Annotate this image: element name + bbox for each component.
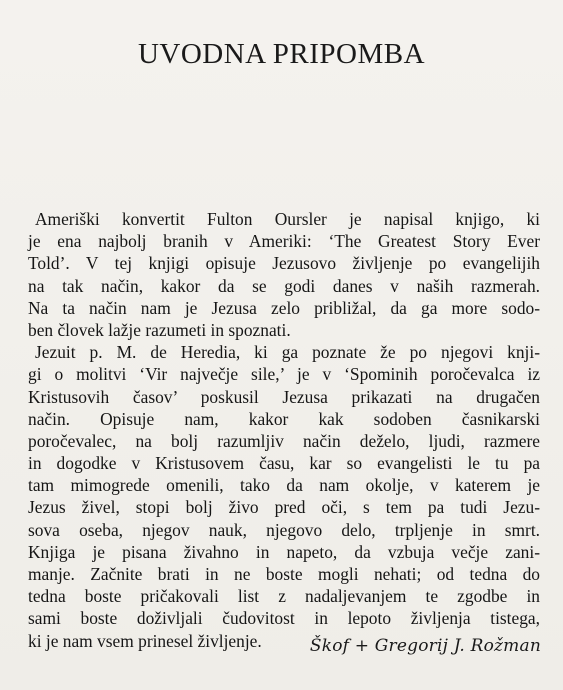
paragraph-1	[28, 208, 540, 341]
paragraph-line: Ameriški konvertit Fulton Oursler je napisal knjigo, ki	[35, 209, 540, 229]
paragraph-line: Jezuit p. M. de Heredia, ki ga poznate že po njegovi knji-	[35, 342, 540, 363]
paragraph-line: ben človek lažje razumeti in spoznati.	[28, 319, 291, 340]
paragraph-line: manje. Začnite brati in ne boste mogli nehati; od tedna do	[28, 564, 540, 584]
paragraph-line: poročevalec, na bolj razumljiv način deželo, ljudi, razmere	[28, 430, 540, 451]
paragraph-line: in dogodke v Kristusovem času, kar so evangelisti le tu pa	[28, 453, 540, 474]
paragraph-line: Knjiga je pisana živahno in napeto, da vzbuja večje zani-	[28, 541, 540, 562]
paragraph-line: Na ta način nam je Jezusa zelo približal, da ga more sodo-	[28, 297, 540, 318]
paragraph-line: je ena najbolj branih v Ameriki: ‘The Greatest Story Ever	[28, 231, 540, 252]
paragraph-line: sova oseba, njegov nauk, njegovo delo, trpljenje in smrt.	[28, 519, 540, 540]
paragraph-line: način. Opisuje nam, kakor kak sodoben časnikarski	[28, 408, 540, 429]
paragraph-2	[28, 341, 540, 652]
paragraph-line: tam mimogrede omenili, tako da nam okolje, v katerem je	[28, 475, 540, 496]
paragraph-line: gi o molitvi ‘Vir največje sile,’ je v ‘Spominih poročevalca iz	[28, 364, 540, 385]
paragraph-line: Jezus živel, stopi bolj živo pred oči, s tem pa tudi Jezu-	[28, 497, 540, 518]
paragraph-line: Told’. V tej knjigi opisuje Jezusovo življenje po evangelijih	[28, 253, 540, 274]
paragraph-line: Kristusovih časov’ poskusil Jezusa prikazati na drugačen	[28, 386, 540, 407]
body-text	[28, 208, 540, 652]
paragraph-line: tedna boste pričakovali list z nadaljevanjem te zgodbe in	[28, 586, 540, 607]
page-title: UVODNA PRIPOMBA	[137, 38, 426, 70]
signature: Škof + Gregorij J. Rožman	[309, 636, 541, 656]
paragraph-line: sami boste doživljali čudovitost in lepoto življenja tistega,	[28, 608, 540, 629]
paragraph-line: ki je nam vsem prinesel življenje.	[28, 630, 262, 651]
paragraph-line: na tak način, kakor da se godi danes v naših razmerah.	[28, 275, 540, 296]
